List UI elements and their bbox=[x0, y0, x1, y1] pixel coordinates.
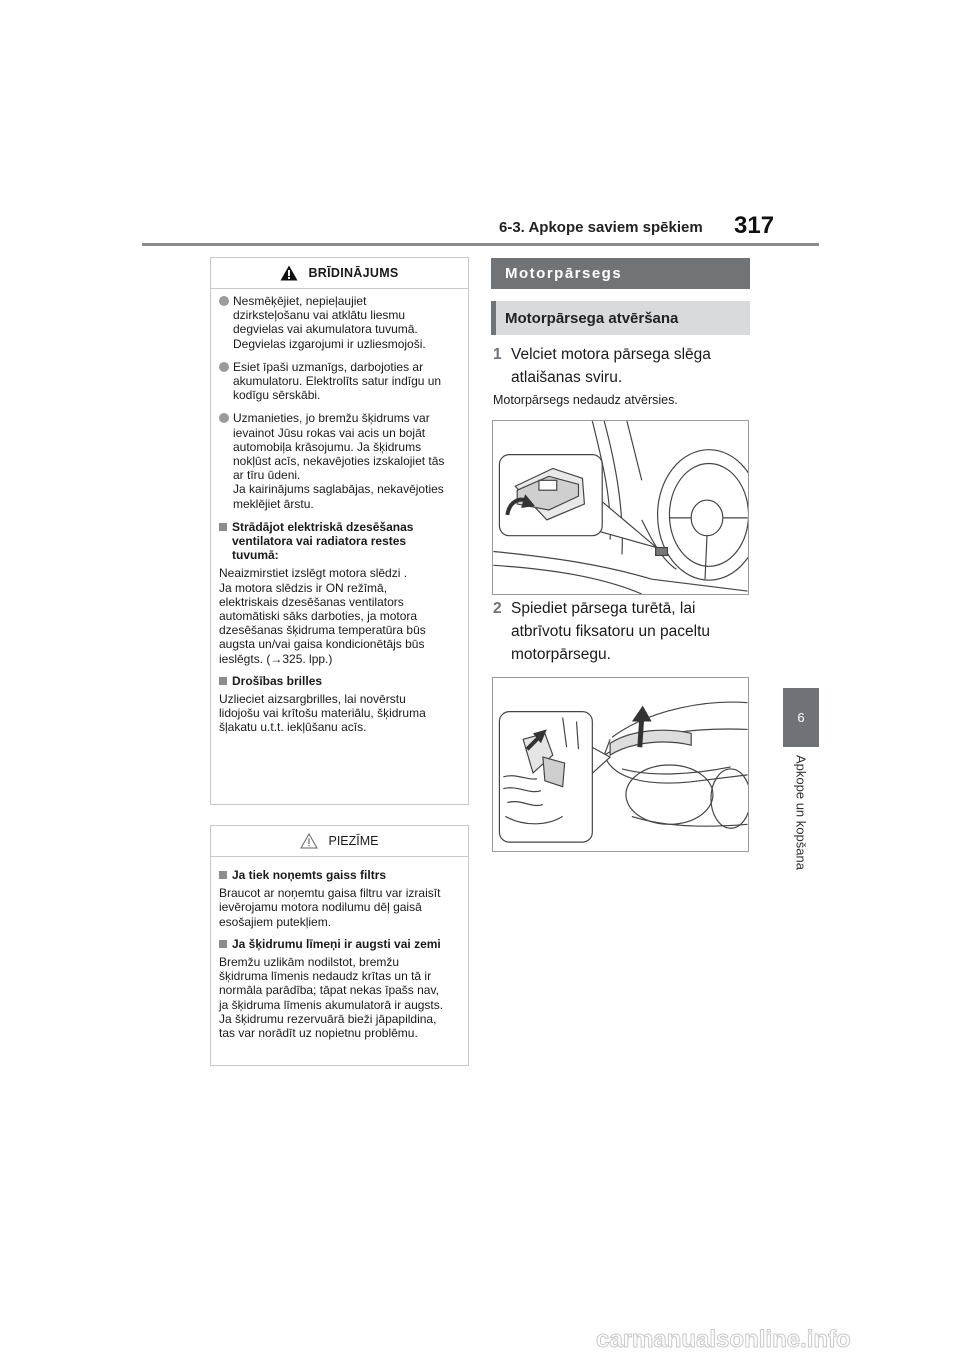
chapter-number: 6 bbox=[797, 710, 805, 725]
note-box-title: PIEZĪME bbox=[328, 834, 379, 848]
square-bullet-icon bbox=[219, 523, 227, 531]
step-2 bbox=[493, 597, 753, 666]
warning-box-header bbox=[211, 258, 468, 289]
caution-outline-triangle-icon bbox=[300, 833, 318, 849]
step-1-result: Motorpārsegs nedaudz atvērsies. bbox=[493, 393, 678, 407]
watermark-logo bbox=[594, 1325, 954, 1353]
watermark-text: carmanualsonline.info bbox=[596, 1326, 851, 1353]
step-text: Spiediet pārsega turētā, lai atbrīvotu fiksatoru un paceltu motorpārsegu. bbox=[511, 600, 711, 663]
step-text: Velciet motora pārsega slēga atlaišanas sviru. bbox=[511, 346, 711, 386]
hood-latch-lift-illustration bbox=[492, 677, 749, 852]
list-item bbox=[219, 411, 460, 510]
figure-1-drawing bbox=[493, 421, 748, 594]
note-subheading: Ja šķidrumu līmeņi ir augsti vai zemi bbox=[219, 937, 460, 951]
note-box-body bbox=[211, 857, 468, 1054]
bullet-text: Uzmanieties, jo bremžu šķidrums var ievainot Jūsu rokas vai acis un bojāt automobiļa krāsojumu. Ja šķidrums nokļūst acīs, nekavējoties izskalojiet tās ar tīru ūdeni. Ja kairinājums saglabājas, nekavējoties meklējiet ārstu. bbox=[233, 411, 445, 511]
bullet-text: Nesmēķējiet, nepieļaujiet dzirksteļošanu vai atklātu liesmu degvielas vai akumulatora tuvumā. Degvielas izgarojumi ir uzliesmojoši. bbox=[233, 294, 426, 351]
warning-triangle-icon bbox=[280, 265, 298, 281]
square-bullet-icon bbox=[219, 871, 227, 879]
warning-box-body bbox=[211, 289, 468, 749]
step-number: 2 bbox=[493, 600, 502, 617]
warning-subheading: Drošības brilles bbox=[219, 674, 460, 688]
step-1 bbox=[493, 343, 753, 389]
hood-release-lever-illustration bbox=[492, 420, 749, 595]
chapter-title: Apkope un kopšana bbox=[793, 755, 809, 870]
warning-paragraph: Neaizmirstiet izslēgt motora slēdzi . Ja motora slēdzis ir ON režīmā, elektriskais dzesēšanas ventilators automātiski sāks darboties, ja motora dzesēšanas šķidruma temperatūra būs augsta un/vai gaisa kondicionētājs būs ieslēgts. (→325. lpp.) bbox=[219, 566, 426, 666]
note-paragraph: Bremžu uzlikām nodilstot, bremžu šķidruma līmenis nedaudz krītas un tā ir normāla parādība; tāpat nekas īpašs nav, ja šķidruma līmenis akumulatorā ir augsts. Ja šķidrumu rezervuārā bieži jāpapildina, tas var norādīt uz nopietnu problēmu. bbox=[219, 955, 444, 1041]
note-box bbox=[210, 825, 469, 1066]
warning-subheading: Strādājot elektriskā dzesēšanas ventilatora vai radiatora restes tuvumā: bbox=[219, 520, 460, 563]
square-bullet-icon bbox=[219, 940, 227, 948]
step-number: 1 bbox=[493, 346, 502, 363]
warning-box-title: BRĪDINĀJUMS bbox=[308, 266, 399, 280]
bullet-icon bbox=[219, 362, 229, 372]
warning-box bbox=[210, 257, 469, 805]
chapter-number-tab bbox=[783, 688, 819, 747]
list-item bbox=[219, 294, 460, 351]
header-rule bbox=[142, 243, 819, 246]
bullet-icon bbox=[219, 413, 229, 423]
note-paragraph: Braucot ar noņemtu gaisa filtru var izraisīt ievērojamu motora nodilumu dēļ gaisā esošajiem putekļiem. bbox=[219, 886, 441, 929]
bullet-icon bbox=[219, 296, 229, 306]
list-item bbox=[219, 360, 460, 403]
section-header: 6-3. Apkope saviem spēkiem bbox=[499, 219, 703, 236]
bullet-text: Esiet īpaši uzmanīgs, darbojoties ar akumulatoru. Elektrolīts satur indīgu un kodīgu sērskābi. bbox=[233, 359, 442, 403]
warning-paragraph: Uzlieciet aizsargbrilles, lai novērstu lidojošu vai krītošu materiālu, šķidruma šļakatu u.t.t. iekļūšanu acīs. bbox=[219, 692, 426, 735]
chapter-title-tab bbox=[783, 755, 819, 895]
note-subheading: Ja tiek noņemts gaiss filtrs bbox=[219, 868, 460, 882]
subsection-title: Motorpārsega atvēršana bbox=[491, 301, 750, 335]
figure-2-drawing bbox=[493, 678, 748, 851]
note-box-header bbox=[211, 826, 468, 857]
square-bullet-icon bbox=[219, 677, 227, 685]
page-number: 317 bbox=[734, 212, 775, 239]
watermark-text-graphic bbox=[594, 1325, 954, 1353]
section-title: Motorpārsegs bbox=[491, 258, 750, 289]
